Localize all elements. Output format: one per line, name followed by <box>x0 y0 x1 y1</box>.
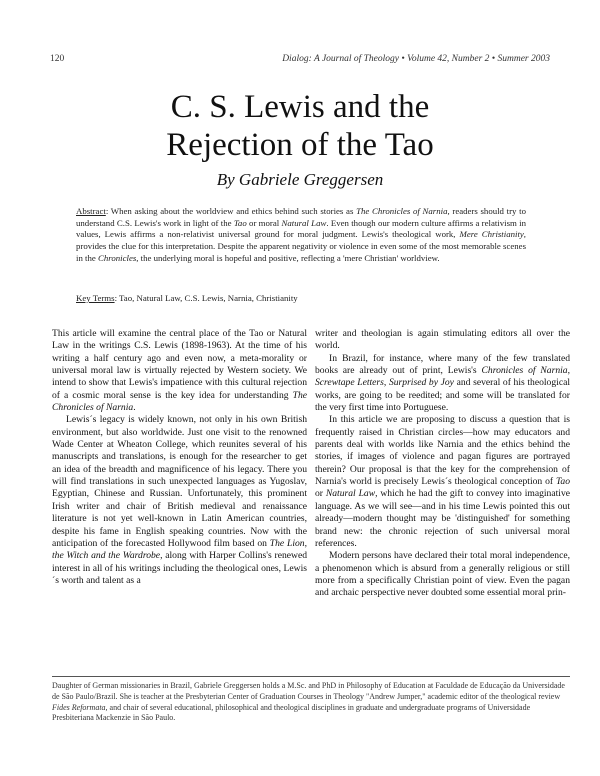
footnote-divider <box>52 676 570 677</box>
body-text: In Brazil, for instance, where many of the few translated books are already out of print, Lewis's <box>315 352 570 377</box>
article-title <box>0 88 600 164</box>
footnote-text: , and chair of several educational, philosophical and theological disciplines in graduate and undergraduate programs of Universidade Presbiteriana Mackenzie in São Paulo. <box>52 702 531 723</box>
term: Tao <box>555 476 570 488</box>
body-paragraph <box>315 353 570 415</box>
book-title: Surprised by Joy <box>388 377 454 389</box>
abstract-italic: The Chronicles of Narnia <box>356 206 448 216</box>
body-text: or <box>315 488 326 500</box>
body-paragraph <box>52 414 307 587</box>
body-text: , which he had the gift to convey into imaginative language. As we will see—and in his time Lewis pointed this out already—modern thought may be 'distinguished' for something brand new: the chronic rejection of such universal moral references. <box>315 488 570 549</box>
book-title: Screwtape Letters <box>315 377 384 389</box>
term: Natural Law <box>325 488 376 500</box>
title-line-1: C. S. Lewis and the <box>170 89 430 125</box>
abstract-label: Abstract <box>76 206 106 216</box>
body-paragraph <box>52 328 307 414</box>
body-text: , <box>567 365 571 377</box>
abstract-text: , the underlying moral is hopeful and positive, reflecting a 'mere Christian' worldview. <box>136 252 440 263</box>
key-terms-text: : Tao, Natural Law, C.S. Lewis, Narnia, Christianity <box>114 293 298 303</box>
abstract-italic: Mere Christianity <box>459 229 524 240</box>
book-title: The Lion, the Witch and the Wardrobe <box>52 537 307 562</box>
body-text: and several of his theological works, are going to be reedited; and some will be translated for the very first time into Portuguese. <box>315 377 570 414</box>
page-number: 120 <box>50 54 65 64</box>
body-paragraph <box>315 414 570 550</box>
abstract-text: . Even though our modern culture affirms a relativism in values, Lewis affirms a non-relativist universal ground for moral judgment. Lewis's theological work, <box>76 217 526 240</box>
book-title: Chronicles of Narnia <box>481 365 568 377</box>
author-footnote <box>52 681 572 724</box>
abstract-text: or moral <box>246 217 282 228</box>
title-line-2: Rejection of the Tao <box>166 127 434 163</box>
journal-citation: Dialog: A Journal of Theology • Volume 42, Number 2 • Summer 2003 <box>282 54 550 64</box>
body-column-right <box>315 328 570 600</box>
abstract-italic: Tao <box>233 217 247 228</box>
key-terms <box>76 293 526 303</box>
body-text: . <box>133 402 136 414</box>
book-title: The Chronicles of Narnia <box>52 389 307 414</box>
body-paragraph: Modern persons have declared their total moral independence, a phenomenon which is absurd from a generally religious or still more from a specifically Christian point of view. Even the pagan and archaic perspective never doubted some essential moral prin- <box>315 550 570 599</box>
key-terms-label: Key Terms <box>76 293 115 303</box>
abstract-italic: Natural Law <box>281 217 327 228</box>
abstract-italic: Chronicles <box>98 252 137 263</box>
body-text: , along with Harper Collins's renewed interest in all of his writings including the theological ones, Lewis´s worth and talent as a <box>52 550 307 586</box>
abstract <box>76 206 526 265</box>
abstract-text: : When asking about the worldview and ethics behind such stories as <box>105 206 357 216</box>
body-paragraph: writer and theologian is again stimulating editors all over the world. <box>315 328 570 352</box>
abstract-text: , provides the clue for this interpretation. Despite the apparent negativity or violence in even some of the most memorable scenes in the <box>76 229 526 263</box>
body-text: Lewis´s legacy is widely known, not only in his own British environment, but also worldwide. Just one visit to the renowned Wade Center at Wheaton College, which reunites several of his manuscripts and translations, is enough for the researcher to get an idea of the breadth and magnificence of his legacy. There you will find translations in such unexpected languages as Yugoslav, Egyptian, Chinese and Russian. Unfortunately, this prominent Irish writer and chair of British medieval and renaissance literature is not yet well-known in Latin American countries, despite his fame in English speaking countries. Now with the anticipation of the forecasted Hollywood film based on <box>52 414 307 549</box>
abstract-text: , readers should try to understand C.S. Lewis's work in light of the <box>76 206 526 228</box>
body-text: , <box>383 377 389 389</box>
author-byline: By Gabriele Greggersen <box>216 170 384 189</box>
body-text: In this article we are proposing to discuss a question that is frequently raised in Christian circles—how may educators and parents deal with worlds like Narnia and the ethics behind the stories, if images of violence and pagan figures are portrayed therein? Our proposal is that the key for the comprehension of Narnia's world is precisely Lewis´s theological conception of <box>315 414 570 488</box>
footnote-italic: Fides Reformata <box>52 702 106 712</box>
footnote-text: Daughter of German missionaries in Brazil, Gabriele Greggersen holds a M.Sc. and PhD in Philosophy of Education at Faculdade de Educação da Universidade de São Paulo/Brazil. She is teacher at the Presbyterian Center of Graduation Courses in Theology "Andrew Jumper," academic editor of the theological review <box>52 681 565 701</box>
body-column-left <box>52 328 307 587</box>
body-text: This article will examine the central place of the Tao or Natural Law in the writings C.S. Lewis (1898-1963). At the time of his writing a half century ago and even now, a meta-morality or universal moral law is virtually rejected by Western society. We intend to show that Lewis's impatience with this cultural rejection of a cosmic moral sense is the key idea for understanding <box>52 328 307 401</box>
